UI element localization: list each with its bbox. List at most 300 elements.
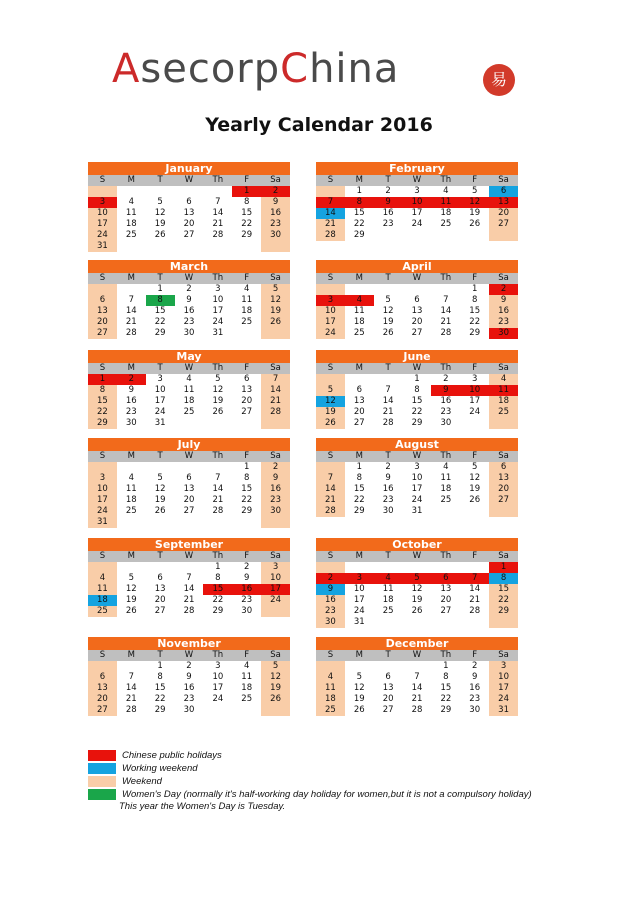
day-cell: 5	[385, 295, 391, 305]
day-cell: 20	[241, 396, 253, 406]
day-cell: 18	[440, 208, 452, 218]
day-cell: 12	[212, 385, 224, 395]
empty-cell	[261, 517, 290, 528]
day-cell: 14	[382, 396, 394, 406]
day-cell: 12	[261, 672, 290, 683]
empty-cell	[88, 186, 117, 197]
day-cell: 7	[443, 295, 449, 305]
weekday-label: S	[99, 551, 106, 561]
day-cell: 10	[88, 484, 117, 495]
day-cell: 24	[212, 317, 224, 327]
weekday-label: W	[184, 451, 194, 461]
weekday-label: F	[244, 273, 250, 283]
weekday-label: F	[244, 175, 250, 185]
day-cell: 1	[414, 374, 420, 384]
weekday-label: Sa	[498, 175, 509, 185]
womens-day-note: This year the Women's Day is Tuesday.	[119, 801, 286, 812]
empty-cell	[232, 328, 261, 339]
day-cell: 8	[244, 473, 250, 483]
empty-cell	[489, 506, 518, 517]
day-cell: 4	[443, 462, 449, 472]
day-cell: 3	[414, 462, 420, 472]
day-cell: 3	[215, 661, 221, 671]
day-cell: 31	[411, 506, 423, 516]
day-cell: 2	[186, 284, 192, 294]
day-cell: 27	[353, 418, 365, 428]
weekday-label: M	[127, 175, 135, 185]
weekday-label: Sa	[498, 650, 509, 660]
weekday-label: Th	[440, 650, 452, 660]
empty-cell	[175, 462, 204, 473]
day-cell: 15	[154, 306, 166, 316]
empty-cell	[374, 562, 403, 573]
day-cell: 23	[469, 694, 481, 704]
day-cell: 17	[411, 208, 423, 218]
weekday-label: Th	[212, 273, 224, 283]
day-cell: 11	[88, 584, 117, 595]
empty-cell	[117, 241, 146, 252]
weekday-label: Sa	[498, 551, 509, 561]
empty-cell	[203, 705, 232, 716]
day-cell: 18	[241, 683, 253, 693]
day-cell: 11	[489, 385, 518, 396]
day-cell: 19	[261, 683, 290, 694]
day-cell: 31	[353, 617, 365, 627]
day-cell: 28	[125, 705, 137, 715]
empty-cell	[261, 241, 290, 252]
day-cell: 12	[154, 484, 166, 494]
day-cell: 17	[353, 595, 365, 605]
weekday-label: W	[184, 650, 194, 660]
weekday-label: Th	[440, 273, 452, 283]
day-cell: 2	[117, 374, 146, 385]
day-cell: 18	[125, 495, 137, 505]
weekday-label: Th	[212, 551, 224, 561]
month-august	[316, 438, 518, 517]
day-cell: 6	[385, 672, 391, 682]
day-cell: 16	[469, 683, 481, 693]
day-cell: 13	[440, 584, 452, 594]
day-cell: 2	[472, 661, 478, 671]
day-cell: 4	[345, 295, 374, 306]
day-cell: 28	[183, 606, 195, 616]
day-cell: 14	[469, 584, 481, 594]
legend-label: Working weekend	[122, 763, 198, 774]
weekday-label: W	[412, 451, 422, 461]
day-cell: 29	[489, 606, 518, 617]
page-title: Yearly Calendar 2016	[205, 114, 433, 136]
empty-cell	[374, 230, 403, 241]
day-cell: 17	[261, 584, 290, 595]
day-cell: 5	[403, 573, 432, 584]
day-grid	[88, 374, 290, 429]
day-cell: 9	[261, 197, 290, 208]
month-november	[88, 637, 290, 716]
empty-cell	[316, 374, 345, 385]
day-cell: 13	[411, 306, 423, 316]
day-cell: 29	[241, 230, 253, 240]
day-cell: 28	[125, 328, 137, 338]
day-cell: 7	[128, 672, 134, 682]
day-cell: 1	[489, 562, 518, 573]
day-cell: 8	[215, 573, 221, 583]
weekday-label: M	[355, 650, 363, 660]
day-grid	[316, 186, 518, 241]
day-cell: 25	[382, 606, 394, 616]
day-cell: 21	[125, 694, 137, 704]
day-cell: 6	[489, 186, 518, 197]
day-cell: 30	[440, 418, 452, 428]
day-cell: 18	[440, 484, 452, 494]
empty-cell	[146, 462, 175, 473]
empty-cell	[374, 284, 403, 295]
day-cell: 23	[261, 219, 290, 230]
day-cell: 25	[125, 506, 137, 516]
weekday-label: F	[472, 363, 478, 373]
day-cell: 22	[440, 694, 452, 704]
day-cell: 8	[472, 295, 478, 305]
day-cell: 22	[154, 317, 166, 327]
empty-cell	[403, 617, 432, 628]
weekday-label: M	[127, 363, 135, 373]
day-cell: 19	[154, 495, 166, 505]
weekday-label: F	[244, 551, 250, 561]
day-cell: 24	[316, 328, 345, 339]
weekday-label: Sa	[270, 451, 281, 461]
empty-cell	[232, 418, 261, 429]
empty-cell	[460, 617, 489, 628]
day-cell: 11	[125, 208, 137, 218]
day-cell: 18	[88, 595, 117, 606]
day-cell: 23	[183, 694, 195, 704]
day-cell: 13	[489, 197, 518, 208]
empty-cell	[146, 186, 175, 197]
day-cell: 21	[261, 396, 290, 407]
empty-cell	[316, 661, 345, 672]
empty-cell	[175, 186, 204, 197]
day-cell: 20	[353, 407, 365, 417]
empty-cell	[489, 230, 518, 241]
day-cell: 6	[88, 672, 117, 683]
day-cell: 6	[356, 385, 362, 395]
day-cell: 20	[183, 495, 195, 505]
day-cell: 15	[154, 683, 166, 693]
weekday-header	[88, 363, 290, 374]
month-february	[316, 162, 518, 241]
empty-cell	[345, 284, 374, 295]
day-cell: 25	[183, 407, 195, 417]
weekday-label: S	[327, 650, 334, 660]
empty-cell	[460, 418, 489, 429]
day-cell: 17	[489, 683, 518, 694]
day-cell: 17	[212, 306, 224, 316]
day-cell: 1	[356, 186, 362, 196]
day-cell: 20	[411, 317, 423, 327]
day-cell: 18	[382, 595, 394, 605]
day-cell: 15	[241, 208, 253, 218]
empty-cell	[431, 562, 460, 573]
empty-cell	[316, 462, 345, 473]
day-cell: 3	[157, 374, 163, 384]
day-cell: 13	[183, 208, 195, 218]
day-cell: 2	[385, 462, 391, 472]
day-cell: 8	[244, 197, 250, 207]
empty-cell	[316, 284, 345, 295]
empty-cell	[431, 617, 460, 628]
weekday-label: S	[327, 363, 334, 373]
day-cell: 29	[241, 506, 253, 516]
day-cell: 25	[316, 705, 345, 716]
day-cell: 7	[186, 573, 192, 583]
day-cell: 21	[125, 317, 137, 327]
day-cell: 17	[88, 219, 117, 230]
day-cell: 6	[157, 573, 163, 583]
day-cell: 18	[353, 317, 365, 327]
day-cell: 11	[431, 197, 460, 208]
day-cell: 5	[261, 284, 290, 295]
weekday-label: Sa	[270, 363, 281, 373]
day-cell: 4	[374, 573, 403, 584]
day-cell: 30	[183, 328, 195, 338]
empty-cell	[261, 328, 290, 339]
month-july	[88, 438, 290, 528]
day-cell: 26	[154, 230, 166, 240]
weekday-label: F	[472, 551, 478, 561]
day-cell: 10	[212, 295, 224, 305]
day-cell: 2	[443, 374, 449, 384]
day-cell: 9	[431, 385, 460, 396]
day-grid	[88, 562, 290, 617]
weekday-label: T	[385, 273, 391, 283]
empty-cell	[88, 661, 117, 672]
day-cell: 9	[244, 573, 250, 583]
weekday-label: Th	[212, 175, 224, 185]
day-cell: 3	[316, 295, 345, 306]
day-cell: 22	[353, 219, 365, 229]
day-cell: 15	[353, 484, 365, 494]
day-cell: 29	[212, 606, 224, 616]
day-grid	[316, 462, 518, 517]
empty-cell	[175, 241, 204, 252]
day-cell: 27	[88, 705, 117, 716]
weekday-header	[88, 650, 290, 661]
weekday-label: S	[327, 273, 334, 283]
day-cell: 22	[154, 694, 166, 704]
weekday-label: S	[99, 273, 106, 283]
holiday-swatch	[88, 750, 116, 761]
day-cell: 3	[472, 374, 478, 384]
day-cell: 19	[469, 484, 481, 494]
month-title: September	[88, 538, 290, 551]
weekday-label: Th	[212, 451, 224, 461]
day-cell: 16	[261, 208, 290, 219]
day-cell: 10	[460, 385, 489, 396]
month-title: June	[316, 350, 518, 363]
day-cell: 5	[356, 672, 362, 682]
weekday-label: Th	[212, 363, 224, 373]
day-cell: 11	[440, 473, 452, 483]
day-cell: 27	[489, 495, 518, 506]
day-cell: 26	[411, 606, 423, 616]
weekday-label: Th	[440, 451, 452, 461]
day-cell: 29	[154, 328, 166, 338]
day-cell: 27	[489, 219, 518, 230]
day-cell: 15	[440, 683, 452, 693]
day-cell: 24	[154, 407, 166, 417]
day-cell: 1	[88, 374, 117, 385]
day-cell: 28	[316, 230, 345, 241]
day-cell: 11	[353, 306, 365, 316]
month-march	[88, 260, 290, 339]
day-cell: 5	[157, 197, 163, 207]
day-cell: 31	[154, 418, 166, 428]
empty-cell	[117, 517, 146, 528]
day-cell: 23	[316, 606, 345, 617]
day-cell: 30	[489, 328, 518, 339]
day-cell: 7	[414, 672, 420, 682]
day-cell: 14	[212, 484, 224, 494]
day-cell: 24	[212, 694, 224, 704]
day-cell: 13	[183, 484, 195, 494]
weekday-label: S	[99, 175, 106, 185]
day-cell: 2	[385, 186, 391, 196]
empty-cell	[460, 506, 489, 517]
weekday-label: S	[99, 363, 106, 373]
day-cell: 21	[411, 694, 423, 704]
day-cell: 25	[125, 230, 137, 240]
day-cell: 30	[469, 705, 481, 715]
weekday-label: W	[412, 551, 422, 561]
day-cell: 31	[212, 328, 224, 338]
weekday-label: W	[412, 363, 422, 373]
empty-cell	[374, 661, 403, 672]
weekday-label: M	[355, 551, 363, 561]
day-cell: 1	[215, 562, 221, 572]
day-cell: 3	[345, 573, 374, 584]
day-cell: 8	[443, 672, 449, 682]
weekday-label: Sa	[270, 551, 281, 561]
weekday-label: F	[244, 451, 250, 461]
day-cell: 29	[469, 328, 481, 338]
day-cell: 24	[411, 495, 423, 505]
day-cell: 26	[212, 407, 224, 417]
day-cell: 17	[154, 396, 166, 406]
weekday-label: T	[157, 451, 163, 461]
weekday-label: Sa	[270, 273, 281, 283]
day-cell: 9	[186, 672, 192, 682]
day-cell: 13	[88, 306, 117, 317]
day-cell: 14	[316, 484, 345, 495]
day-cell: 28	[411, 705, 423, 715]
day-cell: 27	[382, 705, 394, 715]
day-cell: 2	[261, 186, 290, 197]
weekday-label: T	[157, 273, 163, 283]
day-cell: 8	[88, 385, 117, 396]
day-cell: 15	[411, 396, 423, 406]
weekday-header	[316, 363, 518, 374]
empty-cell	[345, 374, 374, 385]
day-cell: 6	[186, 473, 192, 483]
day-cell: 7	[316, 197, 345, 208]
day-cell: 3	[215, 284, 221, 294]
day-cell: 4	[443, 186, 449, 196]
day-cell: 7	[385, 385, 391, 395]
day-cell: 16	[489, 306, 518, 317]
day-cell: 6	[186, 197, 192, 207]
day-cell: 15	[489, 584, 518, 595]
day-cell: 24	[88, 230, 117, 241]
day-cell: 28	[440, 328, 452, 338]
day-grid	[316, 284, 518, 339]
day-cell: 21	[382, 407, 394, 417]
day-cell: 20	[489, 208, 518, 219]
day-cell: 10	[88, 208, 117, 219]
weekday-label: Th	[440, 551, 452, 561]
empty-cell	[489, 418, 518, 429]
weekday-label: T	[157, 363, 163, 373]
day-cell: 4	[128, 473, 134, 483]
empty-cell	[316, 562, 345, 573]
day-cell: 11	[382, 584, 394, 594]
day-cell: 19	[411, 595, 423, 605]
day-cell: 29	[440, 705, 452, 715]
day-cell: 25	[440, 219, 452, 229]
month-title: October	[316, 538, 518, 551]
day-cell: 9	[316, 584, 345, 595]
weekday-label: M	[127, 551, 135, 561]
day-cell: 31	[88, 241, 117, 252]
day-cell: 31	[88, 517, 117, 528]
day-cell: 9	[374, 197, 403, 208]
day-cell: 6	[489, 462, 518, 473]
day-cell: 24	[411, 219, 423, 229]
empty-cell	[345, 562, 374, 573]
day-cell: 14	[212, 208, 224, 218]
day-cell: 7	[460, 573, 489, 584]
weekday-header	[88, 451, 290, 462]
day-cell: 10	[403, 197, 432, 208]
empty-cell	[203, 186, 232, 197]
day-cell: 3	[88, 473, 117, 484]
day-cell: 28	[261, 407, 290, 418]
day-cell: 29	[411, 418, 423, 428]
day-cell: 15	[353, 208, 365, 218]
empty-cell	[175, 517, 204, 528]
day-cell: 21	[316, 495, 345, 506]
day-cell: 30	[183, 705, 195, 715]
day-cell: 17	[411, 484, 423, 494]
day-grid	[88, 186, 290, 252]
day-cell: 24	[353, 606, 365, 616]
day-cell: 20	[440, 595, 452, 605]
empty-cell	[374, 374, 403, 385]
day-cell: 22	[469, 317, 481, 327]
day-cell: 16	[125, 396, 137, 406]
weekday-label: T	[157, 551, 163, 561]
day-cell: 8	[157, 672, 163, 682]
empty-cell	[203, 517, 232, 528]
month-title: December	[316, 637, 518, 650]
weekday-label: W	[184, 273, 194, 283]
day-cell: 12	[353, 683, 365, 693]
empty-cell	[431, 506, 460, 517]
weekday-label: W	[412, 273, 422, 283]
logo-seal-icon: 易	[483, 64, 515, 96]
weekday-label: W	[184, 551, 194, 561]
day-cell: 17	[316, 317, 345, 328]
day-cell: 26	[154, 506, 166, 516]
weekday-label: F	[472, 175, 478, 185]
